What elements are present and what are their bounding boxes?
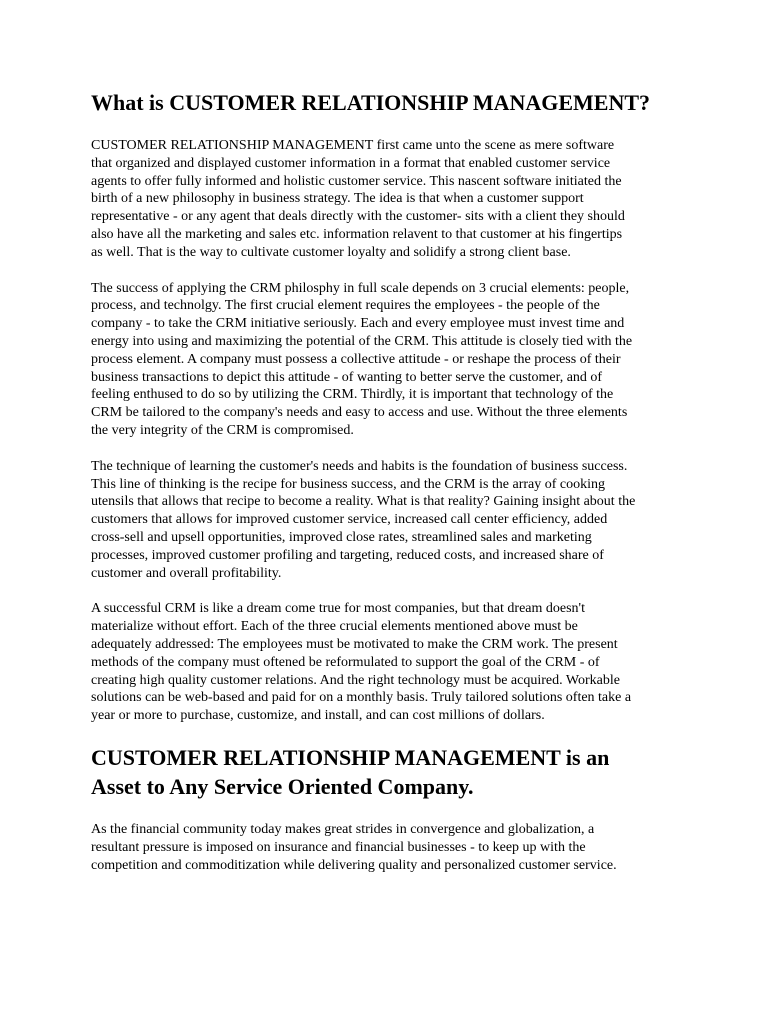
text-line: process, and technolgy. The first crucial element requires the employees - the people of the — [91, 298, 600, 314]
text-line: solutions can be web-based and paid for on a monthly basis. Truly tailored solutions often take a — [91, 690, 632, 706]
text-line: CUSTOMER RELATIONSHIP MANAGEMENT first came unto the scene as mere software — [91, 138, 615, 153]
text-line: company - to take the CRM initiative seriously. Each and every employee must invest time and — [91, 316, 625, 332]
page-title: What is CUSTOMER RELATIONSHIP MANAGEMENT? — [91, 90, 651, 115]
text-line: the very integrity of the CRM is compromised. — [91, 422, 354, 438]
text-line: adequately addressed: The employees must be motivated to make the CRM work. The present — [91, 636, 618, 652]
text-line: that organized and displayed customer information in a format that enabled customer service — [91, 155, 611, 171]
paragraph-intro — [91, 137, 691, 262]
text-line: customer and overall profitability. — [91, 565, 282, 581]
text-line: utensils that allows that recipe to become a reality. What is that reality? Gaining insight about the — [91, 494, 636, 510]
paragraph-success — [91, 280, 691, 440]
section-heading-line: CUSTOMER RELATIONSHIP MANAGEMENT is an — [91, 744, 610, 770]
text-line: resultant pressure is imposed on insurance and financial businesses - to keep up with the — [91, 839, 586, 855]
text-line: birth of a new philosophy in business strategy. The idea is that when a customer support — [91, 191, 584, 207]
paragraph-financial — [91, 821, 691, 874]
text-line: methods of the company must oftened be reformulated to support the goal of the CRM - of — [91, 654, 600, 670]
text-line: energy into using and maximizing the potential of the CRM. This attitude is closely tied with the — [91, 333, 633, 349]
text-line: creating high quality customer relations. And the right technology must be acquired. Workable — [91, 672, 620, 688]
paragraph-technique — [91, 458, 691, 583]
text-line: process element. A company must possess a collective attitude - or reshape the process of their — [91, 351, 621, 367]
section-heading — [91, 743, 691, 801]
text-line: materialize without effort. Each of the three crucial elements mentioned above must be — [91, 619, 578, 635]
text-line: This line of thinking is the recipe for business success, and the CRM is the array of cooking — [91, 476, 606, 492]
text-line: CRM be tailored to the company's needs and easy to access and use. Without the three elements — [91, 405, 628, 421]
text-line: customers that allows for improved customer service, increased call center efficiency, added — [91, 512, 608, 528]
document-page — [91, 88, 691, 892]
text-line: also have all the marketing and sales etc. information relavent to that customer at his fingertips — [91, 226, 623, 242]
paragraph-successful-crm — [91, 600, 691, 725]
text-line: A successful CRM is like a dream come true for most companies, but that dream doesn't — [91, 601, 585, 617]
text-line: year or more to purchase, customize, and install, and can cost millions of dollars. — [91, 708, 545, 724]
text-line: The success of applying the CRM philosphy in full scale depends on 3 crucial elements: people, — [91, 280, 630, 296]
text-line: business transactions to depict this attitude - of wanting to better serve the customer, and of — [91, 369, 603, 385]
section-heading-line: Asset to Any Service Oriented Company. — [91, 773, 474, 799]
text-line: processes, improved customer profiling and targeting, reduced costs, and increased share of — [91, 547, 604, 563]
text-line: agents to offer fully informed and holistic customer service. This nascent software initiated the — [91, 173, 622, 189]
text-line: cross-sell and upsell opportunities, improved close rates, streamlined sales and marketing — [91, 529, 592, 545]
text-line: competition and commoditization while delivering quality and personalized customer service. — [91, 857, 617, 873]
text-line: feeling enthused to do so by utilizing the CRM. Thirdly, it is important that technology of the — [91, 387, 614, 403]
text-line: as well. That is the way to cultivate customer loyalty and solidify a strong client base. — [91, 244, 571, 260]
text-line: As the financial community today makes great strides in convergence and globalization, a — [91, 821, 595, 837]
text-line: The technique of learning the customer's needs and habits is the foundation of business success. — [91, 458, 628, 474]
text-line: representative - or any agent that deals directly with the customer- sits with a client they should — [91, 209, 625, 225]
